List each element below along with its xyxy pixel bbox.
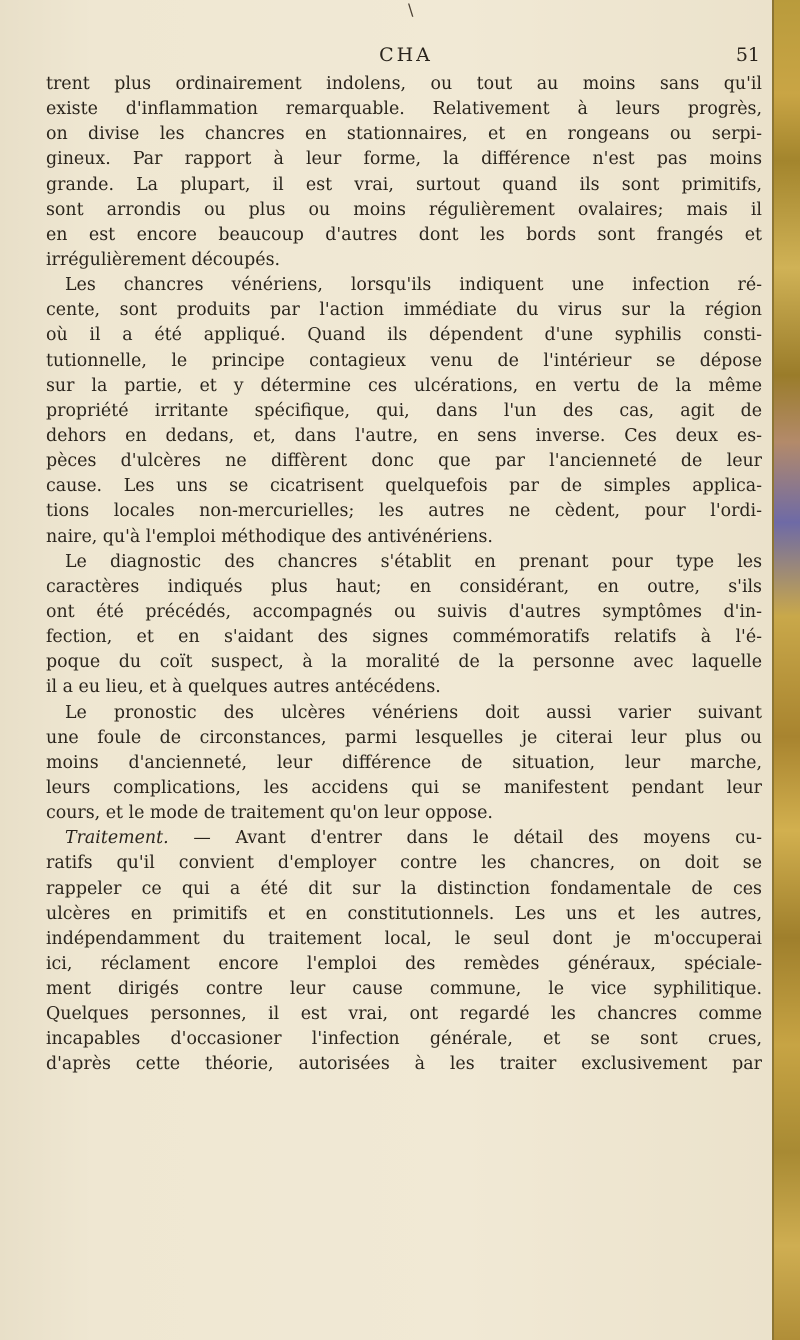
text-line-content: irrégulièrement découpés. <box>46 249 281 270</box>
text-line-content: sont arrondis ou plus ou moins régulièrement ovalaires; mais il <box>46 199 762 220</box>
text-line <box>46 298 762 323</box>
text-line <box>46 198 762 223</box>
text-line <box>46 248 762 273</box>
text-line <box>46 726 762 751</box>
text-line <box>46 223 762 248</box>
page-number: 51 <box>735 44 760 66</box>
page-edge-binding <box>772 0 800 1340</box>
page-top-mark: \ <box>408 0 414 19</box>
text-line-content: poque du coït suspect, à la moralité de la personne avec laquelle <box>46 652 762 673</box>
text-line <box>46 877 762 902</box>
text-line-content: ment dirigés contre leur cause commune, le vice syphilitique. <box>46 979 762 1000</box>
body-text <box>46 72 762 1078</box>
text-line <box>46 173 762 198</box>
text-line-content: une foule de circonstances, parmi lesquelles je citerai leur plus ou <box>46 727 762 748</box>
text-line <box>46 449 762 474</box>
text-line <box>46 826 762 851</box>
text-line-content: grande. La plupart, il est vrai, surtout quand ils sont primitifs, <box>46 174 762 195</box>
text-line <box>46 147 762 172</box>
text-line <box>46 525 762 550</box>
text-line-content: d'après cette théorie, autorisées à les traiter exclusivement par <box>46 1054 762 1075</box>
text-line <box>46 122 762 147</box>
text-line <box>46 323 762 348</box>
text-line-content: gineux. Par rapport à leur forme, la différence n'est pas moins <box>46 149 762 170</box>
text-line <box>46 625 762 650</box>
text-line <box>46 751 762 776</box>
text-line <box>46 1002 762 1027</box>
text-line-content: moins d'ancienneté, leur différence de situation, leur marche, <box>46 752 762 773</box>
text-line-content: Avant d'entrer dans le détail des moyens cu- <box>235 828 762 849</box>
text-line-content: ici, réclament encore l'emploi des remèdes généraux, spéciale- <box>46 953 762 974</box>
text-line-content: rappeler ce qui a été dit sur la distinction fondamentale de ces <box>46 878 762 899</box>
text-line-content: fection, et en s'aidant des signes commémoratifs relatifs à l'é- <box>46 627 762 648</box>
text-line-content: ont été précédés, accompagnés ou suivis d'autres symptômes d'in- <box>46 601 762 622</box>
running-title: CHA <box>379 44 433 66</box>
text-line-content: indépendamment du traitement local, le seul dont je m'occuperai <box>46 928 762 949</box>
text-line-content: cente, sont produits par l'action immédiate du virus sur la région <box>46 300 762 321</box>
text-line-content: leurs complications, les accidens qui se manifestent pendant leur <box>46 777 762 798</box>
text-line-content: existe d'inflammation remarquable. Relativement à leurs progrès, <box>46 99 762 120</box>
text-line-content: ulcères en primitifs et en constitutionnels. Les uns et les autres, <box>46 903 762 924</box>
text-line <box>46 952 762 977</box>
text-line-content: Quelques personnes, il est vrai, ont regardé les chancres comme <box>46 1004 762 1025</box>
text-line <box>46 650 762 675</box>
text-line <box>46 349 762 374</box>
text-line-content: cours, et le mode de traitement qu'on leur oppose. <box>46 803 493 824</box>
text-line-content: où il a été appliqué. Quand ils dépendent d'une syphilis consti- <box>46 325 762 346</box>
text-line <box>46 499 762 524</box>
text-line-content: Le diagnostic des chancres s'établit en prenant pour type les <box>65 551 762 572</box>
text-line-content: pèces d'ulcères ne diffèrent donc que par l'ancienneté de leur <box>46 451 762 472</box>
text-line <box>46 399 762 424</box>
text-line-content: en est encore beaucoup d'autres dont les bords sont frangés et <box>46 224 762 245</box>
text-line <box>46 575 762 600</box>
text-line <box>46 273 762 298</box>
text-line <box>46 977 762 1002</box>
text-line <box>46 675 762 700</box>
text-line <box>46 1052 762 1077</box>
text-line <box>46 851 762 876</box>
text-line <box>46 776 762 801</box>
text-line-content: trent plus ordinairement indolens, ou tout au moins sans qu'il <box>46 74 762 94</box>
text-line <box>46 701 762 726</box>
text-line-content: ratifs qu'il convient d'employer contre les chancres, on doit se <box>46 853 762 874</box>
text-line-content: naire, qu'à l'emploi méthodique des antivénériens. <box>46 526 493 547</box>
text-line <box>46 600 762 625</box>
text-line <box>46 1027 762 1052</box>
text-line <box>46 550 762 575</box>
text-line <box>46 97 762 122</box>
text-line <box>46 374 762 399</box>
text-line-content: on divise les chancres en stationnaires, et en rongeans ou serpi- <box>46 124 762 145</box>
text-line-content: incapables d'occasioner l'infection générale, et se sont crues, <box>46 1029 762 1050</box>
text-line-content: caractères indiqués plus haut; en considérant, en outre, s'ils <box>46 576 762 597</box>
text-line-content: tions locales non-mercurielles; les autres ne cèdent, pour l'ordi- <box>46 501 762 522</box>
text-line-content: dehors en dedans, et, dans l'autre, en sens inverse. Ces deux es- <box>46 425 762 446</box>
section-heading: Traitement. — <box>65 828 236 849</box>
text-line-content: cause. Les uns se cicatrisent quelquefois par de simples applica- <box>46 476 762 497</box>
text-line-content: sur la partie, et y détermine ces ulcérations, en vertu de la même <box>46 375 762 396</box>
running-header <box>46 44 766 70</box>
text-line <box>46 72 762 97</box>
text-line-content: propriété irritante spécifique, qui, dans l'un des cas, agit de <box>46 400 762 421</box>
text-line-content: il a eu lieu, et à quelques autres antécédens. <box>46 677 441 698</box>
text-line <box>46 424 762 449</box>
text-line-content: Le pronostic des ulcères vénériens doit aussi varier suivant <box>65 702 762 723</box>
text-line-content: tutionnelle, le principe contagieux venu de l'intérieur se dépose <box>46 350 762 371</box>
text-line-content: Les chancres vénériens, lorsqu'ils indiquent une infection ré- <box>65 275 762 296</box>
text-line <box>46 801 762 826</box>
text-line <box>46 927 762 952</box>
text-line <box>46 902 762 927</box>
text-line <box>46 474 762 499</box>
